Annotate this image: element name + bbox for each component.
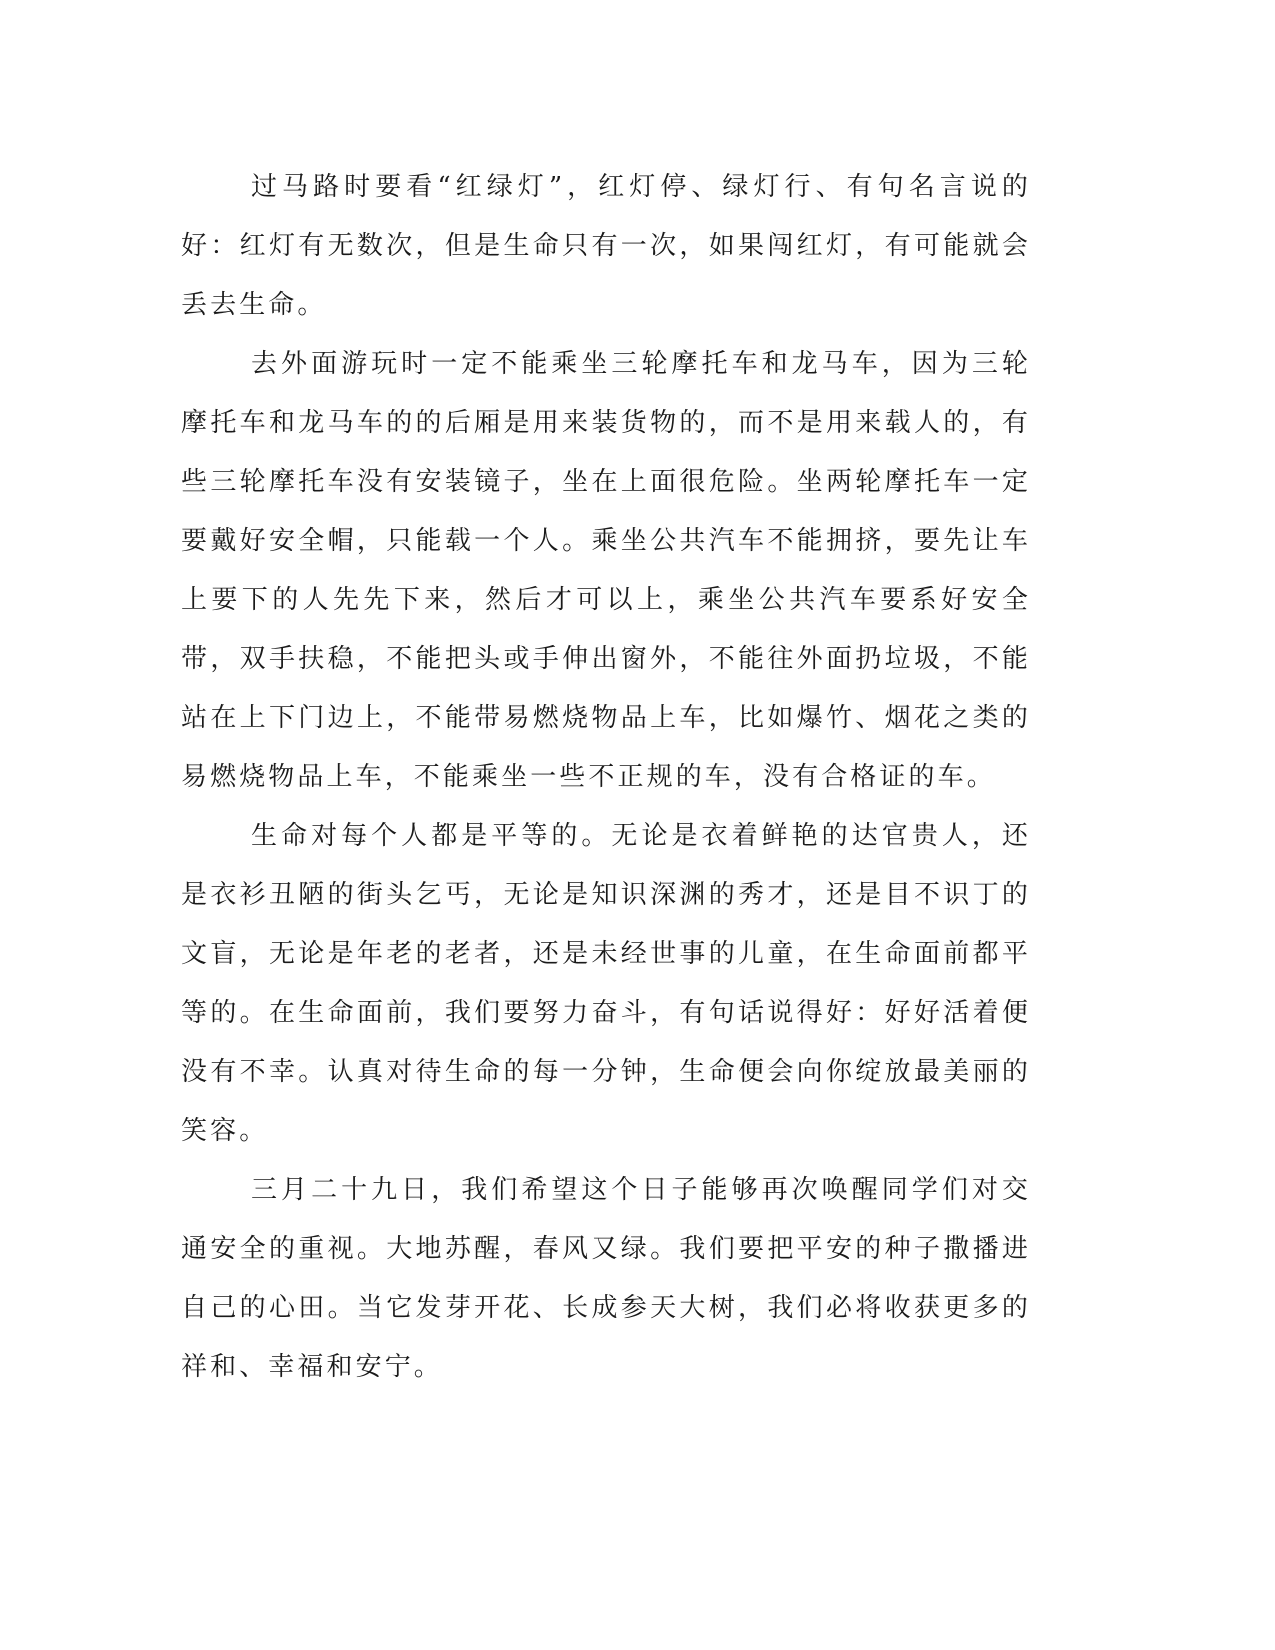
paragraph-march-29: 三月二十九日，我们希望这个日子能够再次唤醒同学们对交通安全的重视。大地苏醒，春风又绿。我们要把平安的种子撒播进自己的心田。当它发芽开花、长成参天大树，我们必将收获更多的祥和、幸福和安宁。	[181, 1175, 1031, 1382]
paragraph-traffic-light: 过马路时要看“红绿灯”，红灯停、绿灯行、有句名言说的好：红灯有无数次，但是生命只有一次，如果闯红灯，有可能就会丢去生命。	[181, 172, 1031, 320]
paragraph-life-equality: 生命对每个人都是平等的。无论是衣着鲜艳的达官贵人，还是衣衫丑陋的街头乞丐，无论是知识深渊的秀才，还是目不识丁的文盲，无论是年老的老者，还是未经世事的儿童，在生命面前都平等的。在生命面前，我们要努力奋斗，有句话说得好：好好活着便没有不幸。认真对待生命的每一分钟，生命便会向你绽放最美丽的笑容。	[181, 821, 1031, 1146]
document-body	[181, 158, 1031, 1397]
paragraph-vehicle-safety: 去外面游玩时一定不能乘坐三轮摩托车和龙马车，因为三轮摩托车和龙马车的的后厢是用来装货物的，而不是用来载人的，有些三轮摩托车没有安装镜子，坐在上面很危险。坐两轮摩托车一定要戴好安全帽，只能载一个人。乘坐公共汽车不能拥挤，要先让车上要下的人先先下来，然后才可以上，乘坐公共汽车要系好安全带，双手扶稳，不能把头或手伸出窗外，不能往外面扔垃圾，不能站在上下门边上，不能带易燃烧物品上车，比如爆竹、烟花之类的易燃烧物品上车，不能乘坐一些不正规的车，没有合格证的车。	[181, 349, 1031, 792]
